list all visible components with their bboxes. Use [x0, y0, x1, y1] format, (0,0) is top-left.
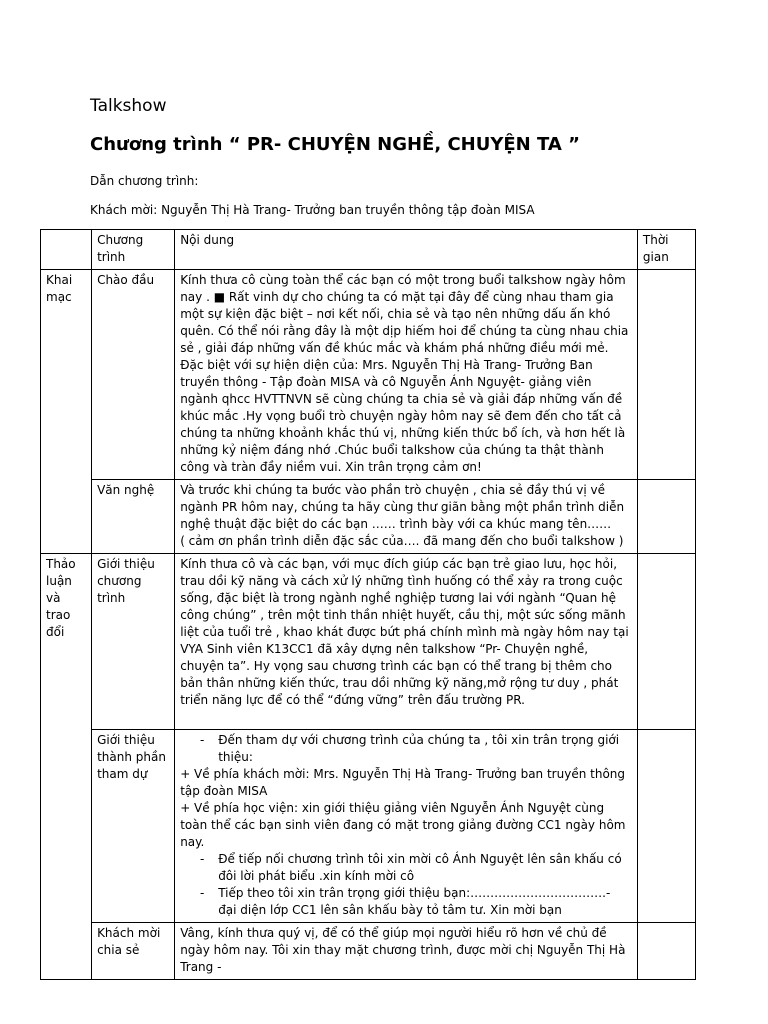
- program-greeting: Chào đầu: [92, 270, 175, 480]
- content-art: [175, 480, 638, 554]
- bullet-item: [180, 851, 632, 885]
- bullet-dash: -: [200, 886, 205, 900]
- mc-line: Dẫn chương trình:: [90, 174, 199, 188]
- program-intro: Giới thiệu chương trình: [92, 554, 175, 730]
- section-open: Khai mạc: [41, 270, 92, 554]
- table-row: [41, 730, 696, 923]
- academy-side-line: + Về phía học viện: xin giới thiệu giảng viên Nguyễn Ánh Nguyệt cùng toàn thể các bạn sinh viên đang có mặt trong giảng đường CC1 ngày hôm nay.: [180, 801, 626, 849]
- content-greeting: Kính thưa cô cùng toàn thể các bạn có một trong buổi talkshow ngày hôm nay . ■ Rất vinh dự cho chúng ta có mặt tại đây để cùng nhau tham gia một sự kiện đặc biệt – nơi kết nối, chia sẻ và tạo nên những dấu ấn khó quên. Có thể nói rằng đây là một dịp hiếm hoi để chúng ta cùng nhau chia sẻ , giải đáp những vấn đề khúc mắc và khám phá những điều mới mẻ. Đặc biệt với sự hiện diện của: Mrs. Nguyễn Thị Hà Trang- Trưởng Ban truyền thông - Tập đoàn MISA và cô Nguyễn Ánh Nguyệt- giảng viên ngành qhcc HVTTNVN sẽ cùng chúng ta chia sẻ và giải đáp những vấn đề khúc mắc .Hy vọng buổi trò chuyện ngày hôm nay sẽ đem đến cho tất cả chúng ta những khoảnh khắc thú vị, những kiến thức bổ ích, và hơn hết là những kỷ niệm đáng nhớ .Chúc buổi talkshow của chúng ta thật thành công và tràn đầy niềm vui. Xin trân trọng cảm ơn!: [175, 270, 638, 480]
- bullet-text: Tiếp theo tôi xin trân trọng giới thiệu bạn:…………………………….- đại diện lớp CC1 lên sân khấu bày tỏ tâm tư. Xin mời bạn: [218, 886, 611, 917]
- time-art: [637, 480, 695, 554]
- program-guests: Giới thiệu thành phần tham dự: [92, 730, 175, 923]
- time-greeting: [637, 270, 695, 480]
- bullet-item: [180, 732, 632, 766]
- header-program: Chương trình: [92, 230, 175, 270]
- section-discuss: Thảo luận và trao đổi: [41, 554, 92, 980]
- time-intro: [637, 554, 695, 730]
- header-content: Nội dung: [175, 230, 638, 270]
- content-share: Vâng, kính thưa quý vị, để có thể giúp mọi người hiểu rõ hơn về chủ đề ngày hôm nay. Tôi xin thay mặt chương trình, được mời chị Nguyễn Thị Hà Trang -: [175, 923, 638, 980]
- content-art-thanks: ( cảm ơn phần trình diễn đặc sắc của…. đã mang đến cho buổi talkshow ): [180, 534, 624, 548]
- bullet-dash: -: [200, 733, 205, 747]
- bullet-text: Đến tham dự với chương trình của chúng ta , tôi xin trân trọng giới thiệu:: [218, 733, 620, 764]
- table-row: [41, 270, 696, 480]
- program-table: [40, 229, 696, 980]
- content-intro: Kính thưa cô và các bạn, với mục đích giúp các bạn trẻ giao lưu, học hỏi, trau dồi kỹ năng và cách xử lý những tình huống có thể xảy ra trong cuộc sống, đặc biệt là trong ngành nghề nghiệp tương lai với ngành “Quan hệ công chúng” , trên một tinh thần nhiệt huyết, cầu thị, một sức sống mãnh liệt của tuổi trẻ , khao khát được bứt phá chính mình mà ngày hôm nay tại VYA Sinh viên K13CC1 đã xây dựng nên talkshow “Pr- Chuyện nghề, chuyện ta”. Hy vọng sau chương trình các bạn có thể trang bị thêm cho bản thân những kiến thức, trau dồi những kỹ năng,mở rộng tư duy , phát triển năng lực để có thể “đứng vững” trên đấu trường PR.: [175, 554, 638, 730]
- table-header-row: [41, 230, 696, 270]
- table-row: [41, 923, 696, 980]
- table-row: [41, 480, 696, 554]
- header-time: Thời gian: [637, 230, 695, 270]
- table-row: [41, 554, 696, 730]
- program-art: Văn nghệ: [92, 480, 175, 554]
- document-title: Chương trình “ PR- CHUYỆN NGHỀ, CHUYỆN TA ”: [90, 134, 580, 155]
- document-label: Talkshow: [90, 96, 167, 116]
- bullet-text: Để tiếp nối chương trình tôi xin mời cô Ánh Nguyệt lên sân khấu có đôi lời phát biểu .xin kính mời cô: [218, 852, 622, 883]
- guest-line: Khách mời: Nguyễn Thị Hà Trang- Trưởng ban truyền thông tập đoàn MISA: [90, 203, 535, 217]
- header-section: [41, 230, 92, 270]
- bullet-item: [180, 885, 632, 919]
- bullet-dash: -: [200, 852, 205, 866]
- time-share: [637, 923, 695, 980]
- program-share: Khách mời chia sẻ: [92, 923, 175, 980]
- content-art-text: Và trước khi chúng ta bước vào phần trò chuyện , chia sẻ đầy thú vị về ngành PR hôm nay, chúng ta hãy cùng thư giãn bằng một phần trình diễn nghệ thuật đặc biệt do các bạn …… trình bày với ca khúc mang tên……: [180, 483, 625, 531]
- time-guests: [637, 730, 695, 923]
- guest-side-line: + Về phía khách mời: Mrs. Nguyễn Thị Hà Trang- Trưởng ban truyền thông tập đoàn MISA: [180, 767, 626, 798]
- content-guests: [175, 730, 638, 923]
